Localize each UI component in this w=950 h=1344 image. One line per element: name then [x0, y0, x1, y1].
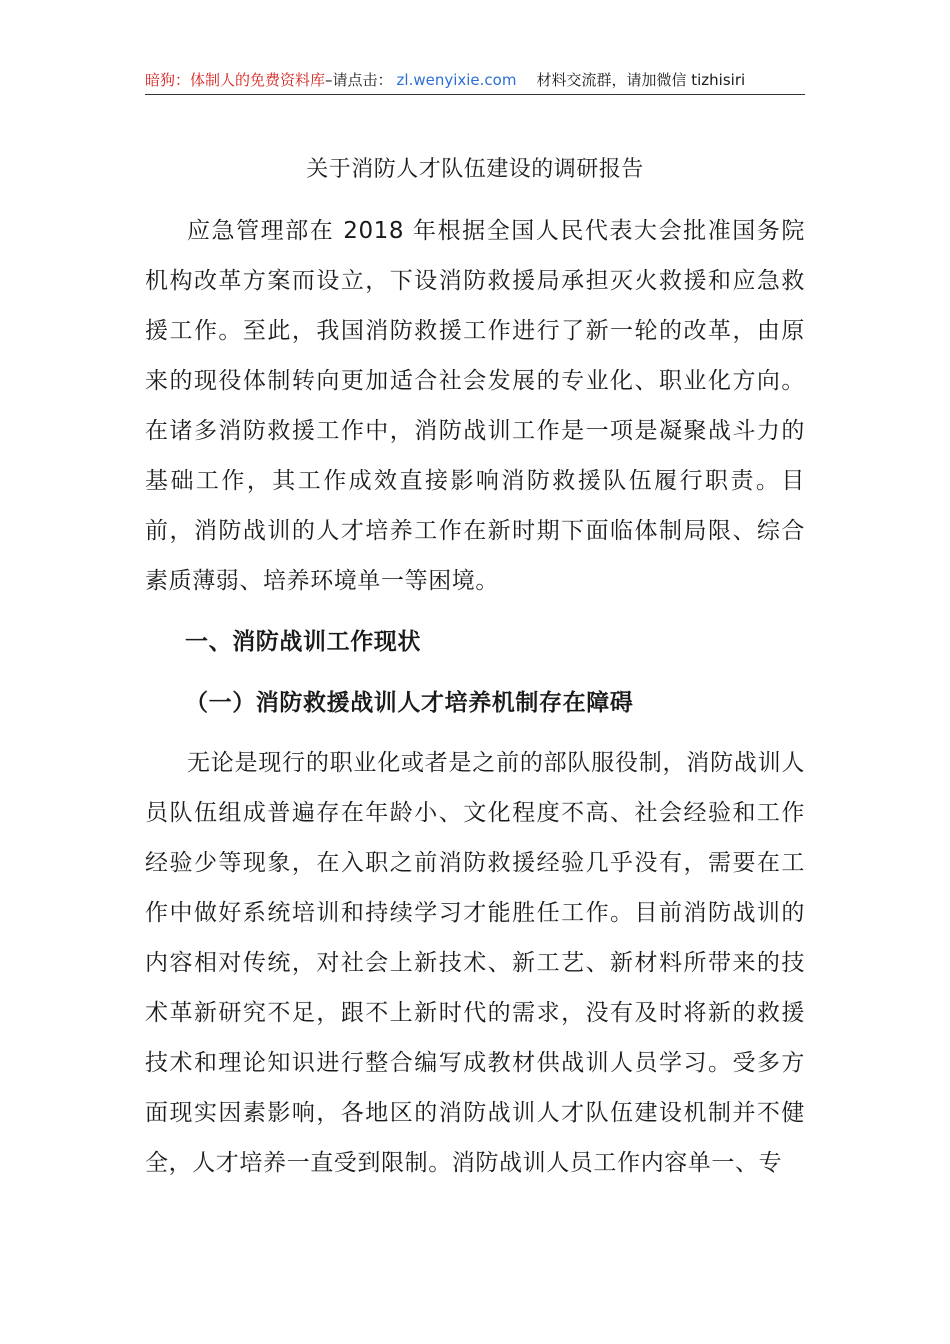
paragraph-intro: 应急管理部在 2018 年根据全国人民代表大会批准国务院机构改革方案而设立，下设消防救援局承担灭火救援和应急救援工作。至此，我国消防救援工作进行了新一轮的改革，由原来的现役体制转向更加适合社会发展的专业化、职业化方向。在诸多消防救援工作中，消防战训工作是一项是凝聚战斗力的基础工作，其工作成效直接影响消防救援队伍履行职责。目前，消防战训的人才培养工作在新时期下面临体制局限、综合素质薄弱、培养环境单一等困境。: [145, 218, 805, 594]
header-group-info: 材料交流群，请加微信 tizhisiri: [536, 71, 746, 89]
section-heading: 一、消防战训工作现状: [185, 629, 421, 655]
page-header: [145, 66, 805, 95]
subsection-heading: （一）消防救援战训人才培养机制存在障碍: [185, 690, 634, 716]
header-prompt: –请点击：: [325, 71, 393, 89]
document-title: 关于消防人才队伍建设的调研报告: [306, 157, 644, 182]
header-link[interactable]: zl.wenyixie.com: [396, 71, 517, 89]
header-brand: 暗狗：体制人的免费资料库: [145, 71, 326, 89]
paragraph-body: 无论是现行的职业化或者是之前的部队服役制，消防战训人员队伍组成普遍存在年龄小、文化程度不高、社会经验和工作经验少等现象，在入职之前消防救援经验几乎没有，需要在工作中做好系统培训和持续学习才能胜任工作。目前消防战训的内容相对传统，对社会上新技术、新工艺、新材料所带来的技术革新研究不足，跟不上新时代的需求，没有及时将新的救援技术和理论知识进行整合编写成教材供战训人员学习。受多方面现实因素影响，各地区的消防战训人才队伍建设机制并不健全，人才培养一直受到限制。消防战训人员工作内容单一、专: [145, 750, 805, 1176]
